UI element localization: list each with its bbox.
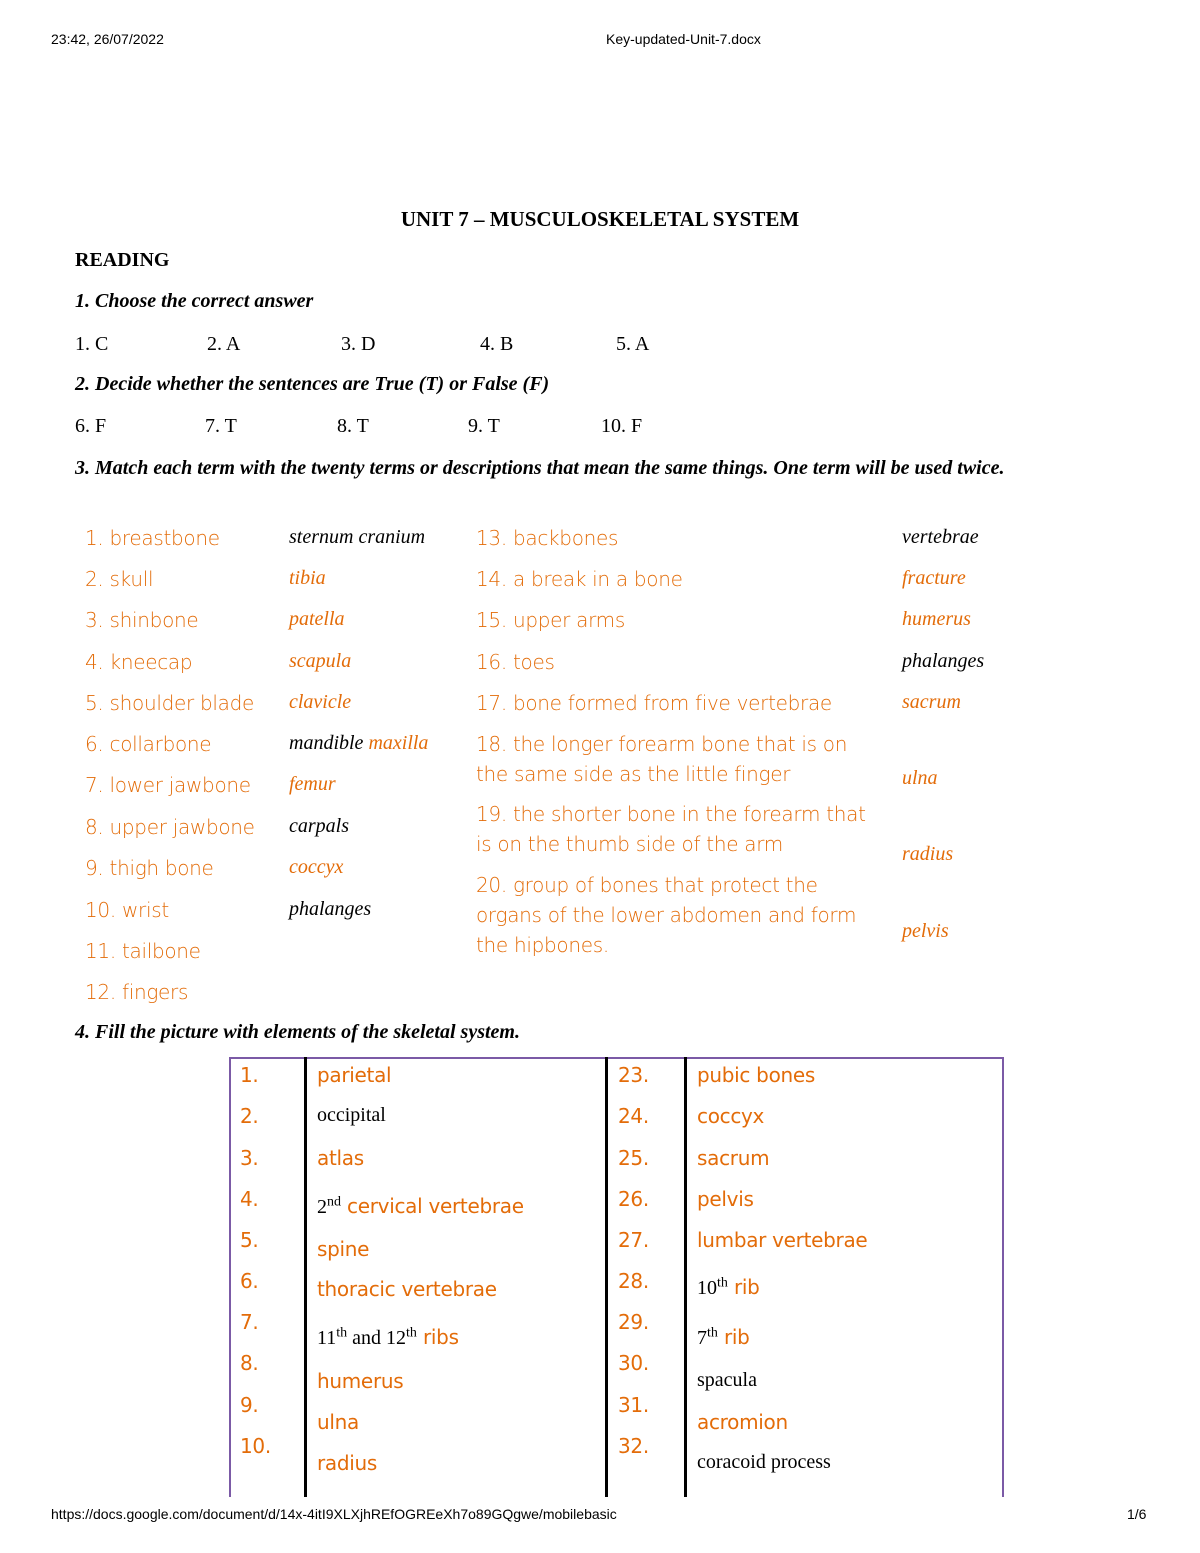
match-term: 9. thigh bone	[85, 856, 214, 880]
match-answer: scapula	[289, 650, 352, 672]
match-answer-word: sternum	[289, 526, 354, 548]
table-answer	[697, 1325, 750, 1350]
match-answer: carpals	[289, 815, 349, 837]
match-answer	[289, 526, 425, 549]
page-number: 1/6	[1127, 1506, 1147, 1522]
table-answer: spacula	[697, 1369, 757, 1391]
match-answer-word: maxilla	[368, 732, 429, 754]
match-term: 11. tailbone	[85, 939, 201, 963]
match-term: 16. toes	[476, 650, 555, 674]
table-border-top	[229, 1057, 1004, 1059]
match-answer: femur	[289, 773, 336, 795]
q3-heading: 3. Match each term with the twenty terms or descriptions that mean the same things. One term will be used twice.	[75, 457, 1005, 479]
table-answer	[697, 1275, 760, 1300]
q1-answer: 4. B	[480, 333, 514, 355]
q4-heading: 4. Fill the picture with elements of the skeletal system.	[75, 1021, 520, 1043]
match-answer: humerus	[902, 608, 971, 630]
match-term: 5. shoulder blade	[85, 691, 254, 715]
q2-heading: 2. Decide whether the sentences are True (T) or False (F)	[75, 373, 550, 395]
q1-heading: 1. Choose the correct answer	[75, 290, 314, 312]
match-answer: clavicle	[289, 691, 352, 713]
table-number: 27.	[618, 1228, 649, 1252]
match-term: 12. fingers	[85, 980, 189, 1004]
match-term: 15. upper arms	[476, 608, 625, 632]
table-answer: thoracic vertebrae	[317, 1277, 497, 1301]
match-term: 17. bone formed from five vertebrae	[476, 691, 832, 715]
table-number: 2.	[240, 1104, 259, 1128]
table-number: 5.	[240, 1228, 259, 1252]
table-number: 32.	[618, 1434, 649, 1458]
q2-answer: 10. F	[601, 415, 643, 437]
match-term: 18. the longer forearm bone that is on the same side as the little finger	[476, 732, 848, 786]
match-term: 1. breastbone	[85, 526, 220, 550]
answer-text: cervical vertebrae	[341, 1194, 524, 1218]
table-border-right	[1002, 1057, 1004, 1497]
match-term: 20. group of bones that protect the organs of the lower abdomen and form the hipbones.	[476, 873, 857, 957]
match-term: 8. upper jawbone	[85, 815, 255, 839]
table-number: 3.	[240, 1146, 259, 1170]
match-answer: ulna	[902, 767, 938, 789]
match-answer: pelvis	[902, 920, 949, 942]
answer-text: rib	[717, 1325, 750, 1349]
match-answer	[289, 732, 428, 755]
table-number: 26.	[618, 1187, 649, 1211]
table-answer: acromion	[697, 1410, 788, 1434]
match-answer: phalanges	[902, 650, 985, 672]
match-term: 7. lower jawbone	[85, 773, 251, 797]
table-border-left	[229, 1057, 231, 1497]
table-answer: radius	[317, 1451, 378, 1475]
table-answer: coracoid process	[697, 1451, 831, 1473]
table-number: 1.	[240, 1063, 259, 1087]
table-number: 4.	[240, 1187, 259, 1211]
match-answer: sacrum	[902, 691, 961, 713]
table-answer: occipital	[317, 1104, 386, 1126]
table-column-divider	[605, 1057, 608, 1497]
print-url[interactable]: https://docs.google.com/document/d/14x-4itI9XLXjhREfOGREeXh7o89GQgwe/mobilebasic	[51, 1506, 617, 1522]
q1-answer: 1. C	[75, 333, 109, 355]
ordinal-suffix: th	[707, 1325, 718, 1341]
ordinal-number: 10	[697, 1277, 717, 1299]
match-answer: fracture	[902, 567, 966, 589]
table-answer	[317, 1194, 524, 1219]
match-term: 10. wrist	[85, 898, 169, 922]
table-column-divider	[684, 1057, 687, 1497]
match-term: 4. kneecap	[85, 650, 193, 674]
table-number: 7.	[240, 1310, 259, 1334]
match-answer: phalanges	[289, 898, 372, 920]
ordinal-suffix: th	[406, 1325, 417, 1341]
table-number: 29.	[618, 1310, 649, 1334]
ordinal-suffix: nd	[327, 1194, 341, 1210]
table-number: 6.	[240, 1269, 259, 1293]
match-answer: vertebrae	[902, 526, 979, 548]
q1-answer: 2. A	[207, 333, 241, 355]
match-term: 19. the shorter bone in the forearm that is on the thumb side of the arm	[476, 802, 866, 856]
match-answer-word: cranium	[358, 526, 426, 548]
ordinal-number: 11	[317, 1327, 337, 1349]
match-answer: patella	[289, 608, 345, 630]
match-term: 2. skull	[85, 567, 154, 591]
table-number: 10.	[240, 1434, 271, 1458]
q1-answer: 5. A	[616, 333, 650, 355]
q2-answer: 6. F	[75, 415, 107, 437]
page-title: UNIT 7 – MUSCULOSKELETAL SYSTEM	[400, 207, 800, 231]
table-answer: pelvis	[697, 1187, 754, 1211]
table-number: 25.	[618, 1146, 649, 1170]
table-number: 30.	[618, 1351, 649, 1375]
table-column-divider	[304, 1057, 307, 1497]
table-number: 9.	[240, 1393, 259, 1417]
table-answer: coccyx	[697, 1104, 765, 1128]
table-answer: parietal	[317, 1063, 392, 1087]
table-answer: humerus	[317, 1369, 404, 1393]
table-number: 28.	[618, 1269, 649, 1293]
answer-text: and 12	[347, 1327, 407, 1349]
match-answer-word: mandible	[289, 732, 364, 754]
match-term: 13. backbones	[476, 526, 619, 550]
table-answer: spine	[317, 1237, 370, 1261]
q2-answer: 8. T	[337, 415, 369, 437]
table-answer	[317, 1325, 459, 1350]
print-doc-title: Key-updated-Unit-7.docx	[606, 31, 761, 47]
q2-answer: 7. T	[205, 415, 237, 437]
match-term: 6. collarbone	[85, 732, 212, 756]
match-answer: radius	[902, 843, 954, 865]
table-number: 8.	[240, 1351, 259, 1375]
table-number: 23.	[618, 1063, 649, 1087]
print-datetime: 23:42, 26/07/2022	[51, 31, 164, 47]
q2-answer: 9. T	[468, 415, 500, 437]
section-heading-reading: READING	[75, 249, 170, 271]
ordinal-number: 2	[317, 1196, 327, 1218]
match-answer: tibia	[289, 567, 326, 589]
ordinal-suffix: th	[336, 1325, 348, 1341]
table-answer: atlas	[317, 1146, 364, 1170]
table-answer: ulna	[317, 1410, 359, 1434]
table-answer: pubic bones	[697, 1063, 816, 1087]
match-term: 14. a break in a bone	[476, 567, 683, 591]
table-number: 31.	[618, 1393, 649, 1417]
table-answer: sacrum	[697, 1146, 770, 1170]
answer-text: ribs	[416, 1325, 459, 1349]
table-answer: lumbar vertebrae	[697, 1228, 868, 1252]
q1-answer: 3. D	[341, 333, 376, 355]
table-number: 24.	[618, 1104, 649, 1128]
answer-text: rib	[727, 1275, 760, 1299]
match-term: 3. shinbone	[85, 608, 199, 632]
ordinal-number: 7	[697, 1327, 707, 1349]
match-answer: coccyx	[289, 856, 344, 878]
ordinal-suffix: th	[717, 1275, 728, 1291]
